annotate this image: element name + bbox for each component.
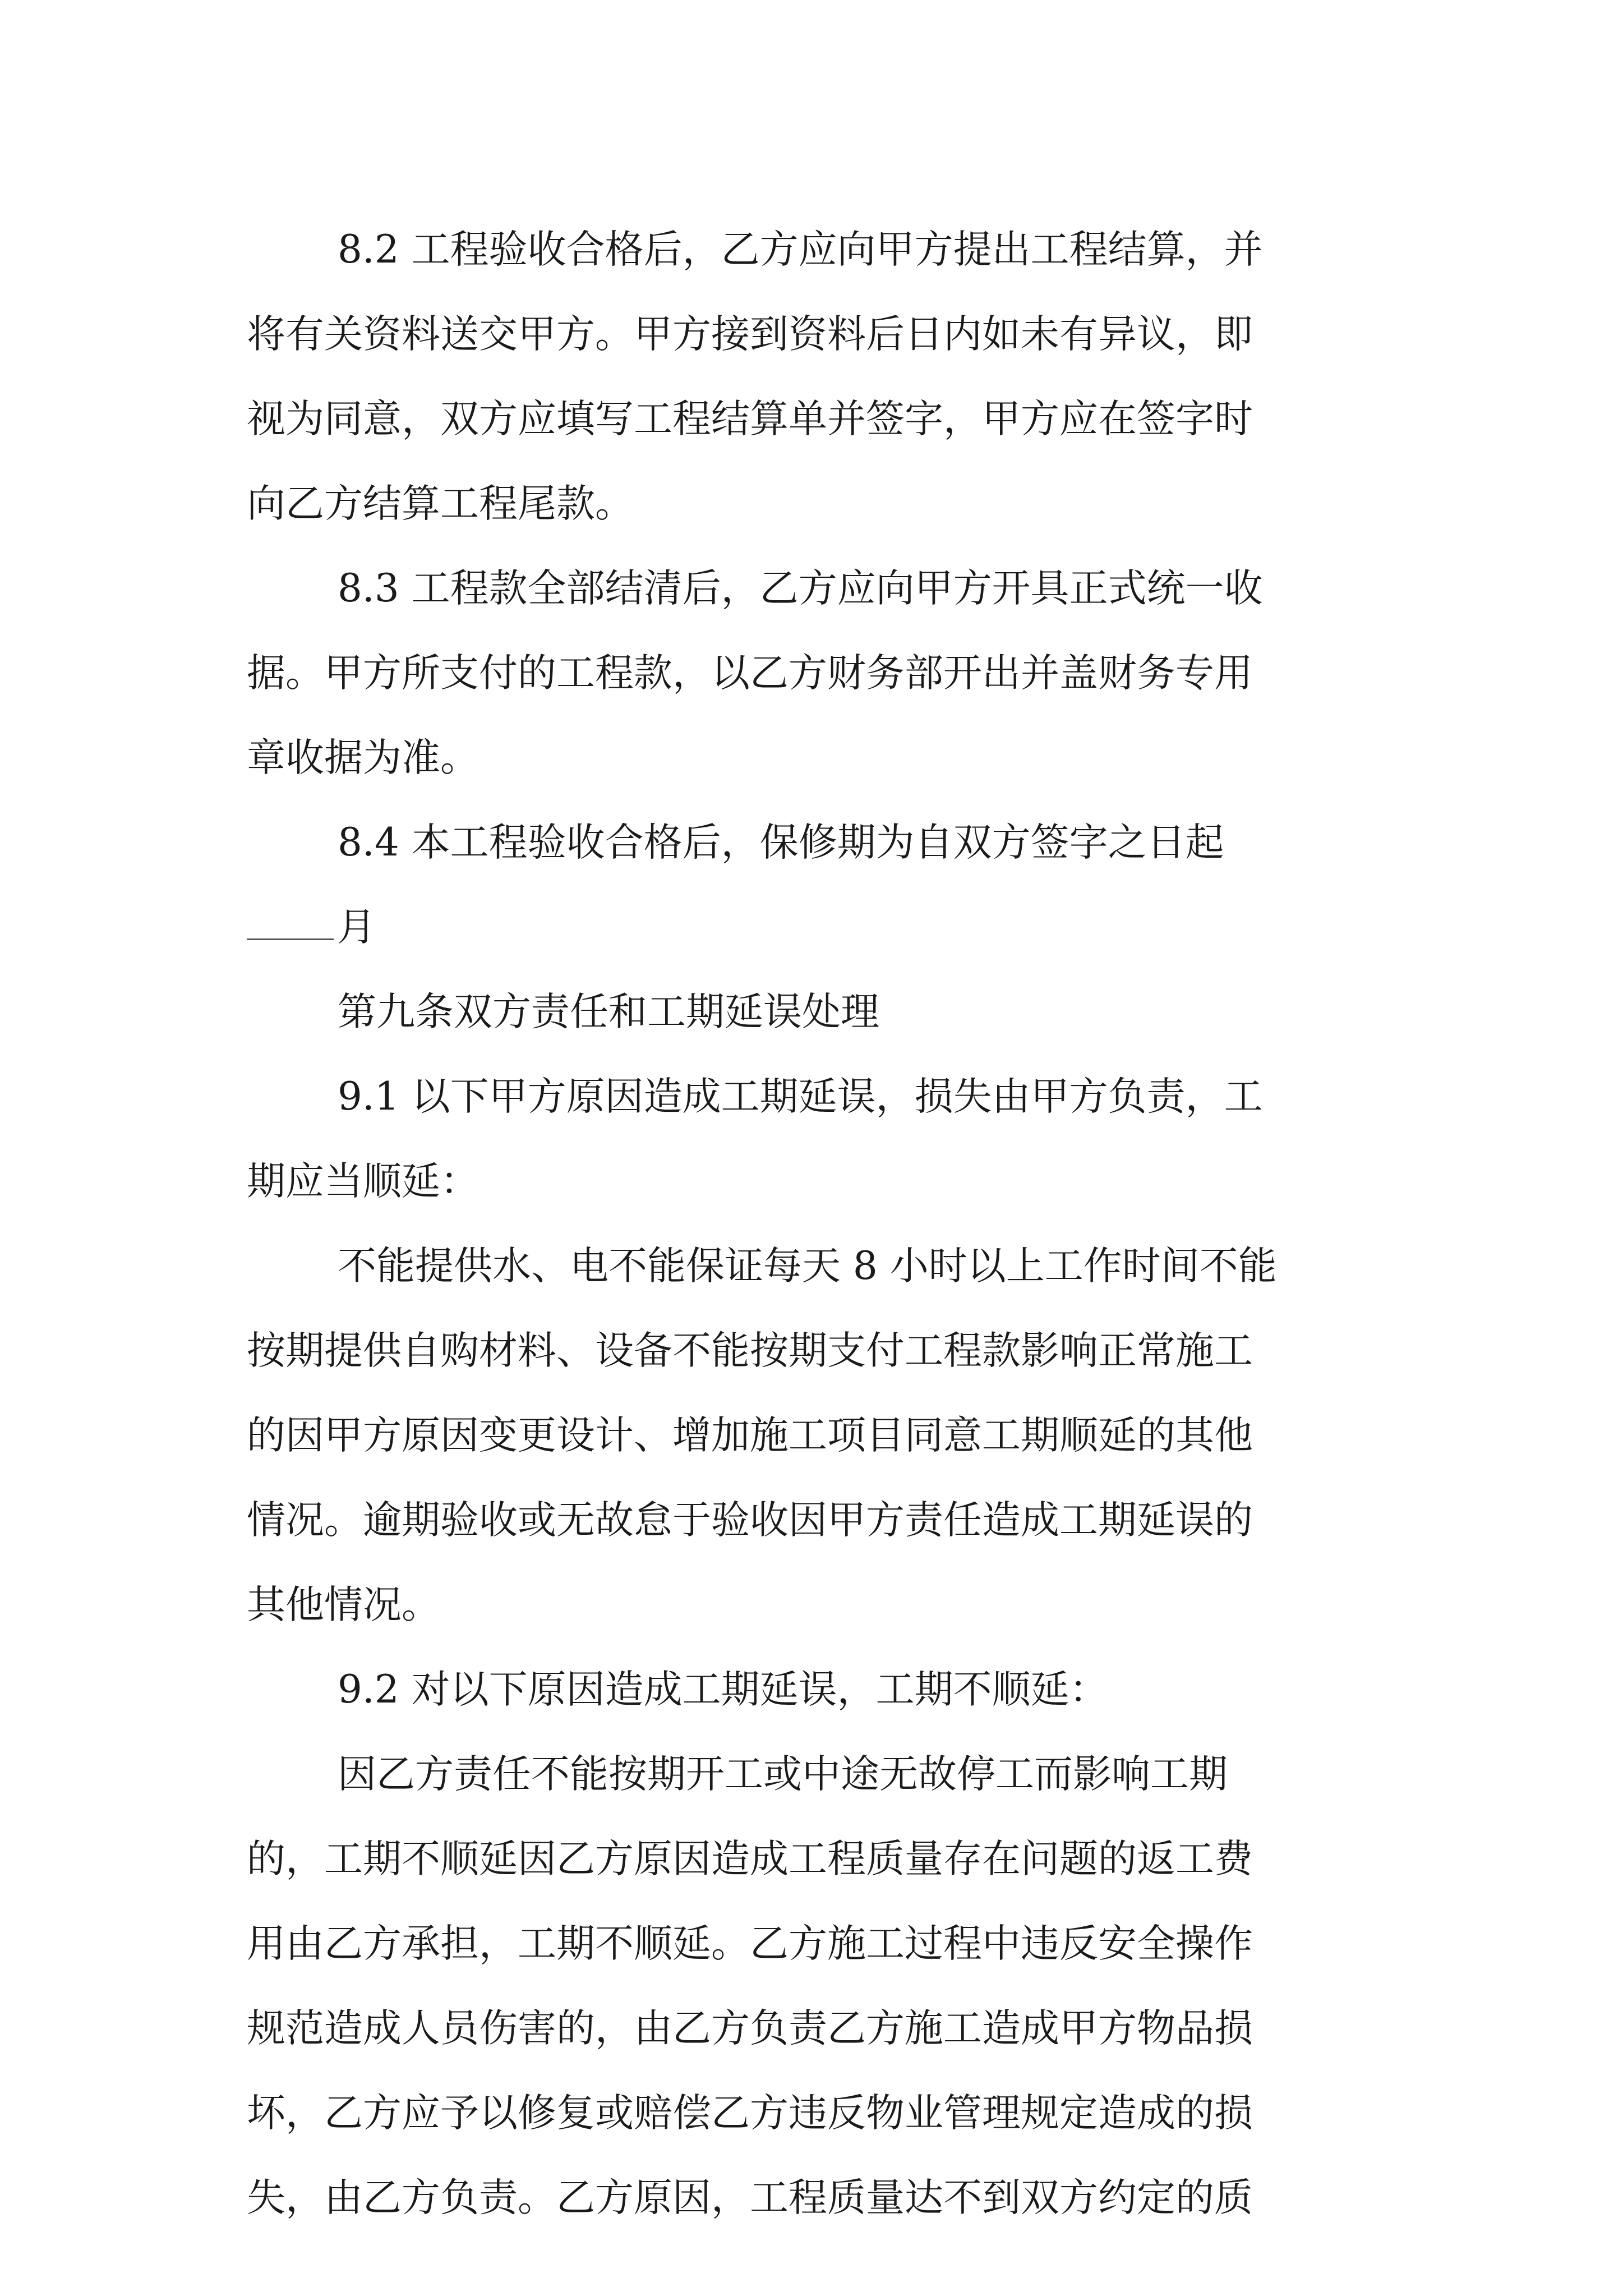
section-heading: 第九条双方责任和工期延误处理 xyxy=(338,990,879,1034)
text-line: 的，工期不顺延因乙方原因造成工程质量存在问题的返工费 xyxy=(247,1837,1253,1881)
paragraph-9-2-details xyxy=(247,1732,1391,2240)
text-line: 按期提供自购材料、设备不能按期支付工程款影响正常施工 xyxy=(247,1328,1253,1373)
month-label: 月 xyxy=(337,905,376,950)
text-line: 用由乙方承担，工期不顺延。乙方施工过程中违反安全操作 xyxy=(247,1921,1253,1966)
text-line: 9.1 以下甲方原因造成工期延误，损失由甲方负责，工 xyxy=(338,1074,1263,1119)
text-line: 失，由乙方负责。乙方原因，工程质量达不到双方约定的质 xyxy=(247,2175,1253,2220)
text-line-with-blank xyxy=(247,885,1391,970)
text-line: 章收据为准。 xyxy=(247,735,479,780)
text-line: 8.4 本工程验收合格后，保修期为自双方签字之日起 xyxy=(338,820,1224,865)
paragraph-9-1-details xyxy=(247,1224,1391,1648)
text-line: 的因甲方原因变更设计、增加施工项目同意工期顺延的其他 xyxy=(247,1413,1253,1458)
text-line: 将有关资料送交甲方。甲方接到资料后日内如未有异议，即 xyxy=(247,312,1253,357)
text-line: 因乙方责任不能按期开工或中途无故停工而影响工期 xyxy=(338,1752,1228,1797)
text-line: 规范造成人员伤害的，由乙方负责乙方施工造成甲方物品损 xyxy=(247,2006,1253,2051)
text-line: 视为同意，双方应填写工程结算单并签字，甲方应在签字时 xyxy=(247,397,1253,441)
paragraph-8-3 xyxy=(247,546,1391,800)
text-line: 9.2 对以下原因造成工期延误，工期不顺延： xyxy=(338,1667,1108,1712)
fill-in-blank xyxy=(247,927,334,940)
text-line: 8.2 工程验收合格后，乙方应向甲方提出工程结算，并 xyxy=(338,227,1263,272)
paragraph-9-2 xyxy=(247,1648,1391,1732)
text-line: 其他情况。 xyxy=(247,1582,440,1627)
paragraph-8-4 xyxy=(247,800,1391,970)
text-line: 期应当顺延： xyxy=(247,1159,479,1204)
text-line: 8.3 工程款全部结清后，乙方应向甲方开具正式统一收 xyxy=(338,566,1263,611)
text-line: 坏，乙方应予以修复或赔偿乙方违反物业管理规定造成的损 xyxy=(247,2091,1253,2136)
paragraph-8-2 xyxy=(247,208,1391,546)
paragraph-9-1 xyxy=(247,1055,1391,1224)
text-line: 不能提供水、电不能保证每天 8 小时以上工作时间不能 xyxy=(338,1244,1277,1289)
text-line: 向乙方结算工程尾款。 xyxy=(247,481,634,526)
text-line: 情况。逾期验收或无故怠于验收因甲方责任造成工期延误的 xyxy=(247,1498,1253,1543)
text-line: 据。甲方所支付的工程款，以乙方财务部开出并盖财务专用 xyxy=(247,651,1253,696)
document-page xyxy=(247,208,1391,2240)
section-heading-article-9 xyxy=(247,970,1391,1055)
